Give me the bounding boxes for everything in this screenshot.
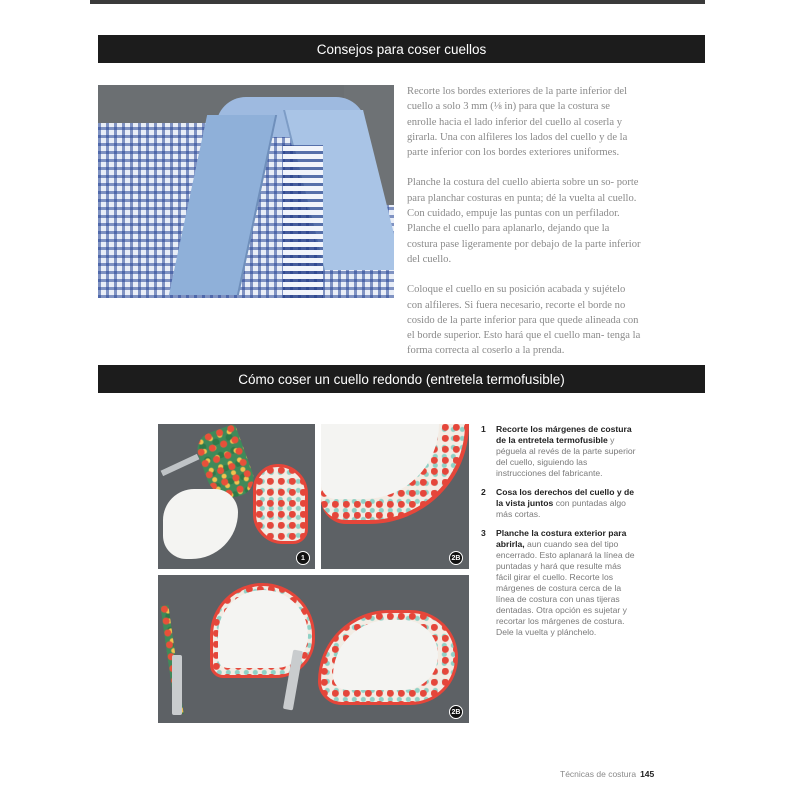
section-header-round-collar bbox=[98, 365, 705, 393]
collar-tips-text bbox=[407, 84, 642, 374]
step-photo-2b-trimmed bbox=[158, 575, 469, 723]
footer-section-name: Técnicas de costura bbox=[560, 769, 637, 779]
list-item bbox=[481, 424, 636, 479]
step-text: aun cuando sea del tipo encerrado. Esto aplanará la línea de puntadas y hará que resulte más fácil girar el cuello. Recorte los márgenes de costura cerca de la línea de costura con unas tijeras dentadas. Otra opción es sujetar y recortar los márgenes de costura. Dele la vuelta y plánchelo. bbox=[496, 539, 635, 637]
step-bold-text: Cosa los derechos del cuello y de la vista juntos bbox=[496, 487, 635, 508]
sewing-steps bbox=[481, 424, 636, 646]
shirt-collar-photo bbox=[98, 85, 394, 298]
section-title: Cómo coser un cuello redondo (entretela termofusible) bbox=[238, 371, 565, 387]
step-bold-text: Recorte los márgenes de costura de la entretela termofusible bbox=[496, 424, 632, 445]
tip-paragraph: Planche la costura del cuello abierta sobre un so- porte para planchar costuras en punta; dé la vuelta al cuello. Con cuidado, empuje las puntas con un perfilador. Planche el cuello para aplanarlo, dejando que la costura pase ligeramente por debajo de la parte inferior del cuello. bbox=[407, 177, 641, 265]
photo-step-badge: 1 bbox=[296, 551, 310, 565]
photo-step-badge: 2B bbox=[449, 551, 463, 565]
step-text: y péguela al revés de la parte superior del cuello, siguiendo las instrucciones del fabricante. bbox=[496, 435, 636, 478]
list-item bbox=[481, 487, 636, 520]
tip-paragraph: Recorte los bordes exteriores de la parte inferior del cuello a solo 3 mm (⅛ in) para que la costura se enrolle hacia el lado inferior del cuello al coserla y girarla. Una con alfileres los lados del cuello y de la parte inferior con los bordes exteriores uniformes. bbox=[407, 86, 628, 159]
step-number: 1 bbox=[481, 424, 486, 434]
section-header-collar-tips bbox=[98, 35, 705, 63]
step-number: 3 bbox=[481, 528, 486, 538]
step-number: 2 bbox=[481, 487, 486, 497]
step-photo-2b bbox=[321, 424, 469, 569]
tip-paragraph: Coloque el cuello en su posición acabada y sujételo con alfileres. Si fuera necesario, recorte el borde no cosido de la parte inferior para que quede alineada con el borde superior. Esto hará que el cuello man- tenga la forma correcta al coserlo a la prenda. bbox=[407, 284, 641, 357]
section-title: Consejos para coser cuellos bbox=[316, 41, 487, 57]
list-item bbox=[481, 528, 636, 638]
step-bold-text: Planche la costura exterior para abrirla, bbox=[496, 528, 627, 549]
page-footer bbox=[560, 769, 654, 779]
top-edge-strip bbox=[90, 0, 705, 4]
photo-step-badge: 2B bbox=[449, 705, 463, 719]
step-text: con puntadas algo más cortas. bbox=[496, 498, 626, 519]
step-photo-1 bbox=[158, 424, 315, 569]
page-number: 145 bbox=[640, 769, 655, 779]
